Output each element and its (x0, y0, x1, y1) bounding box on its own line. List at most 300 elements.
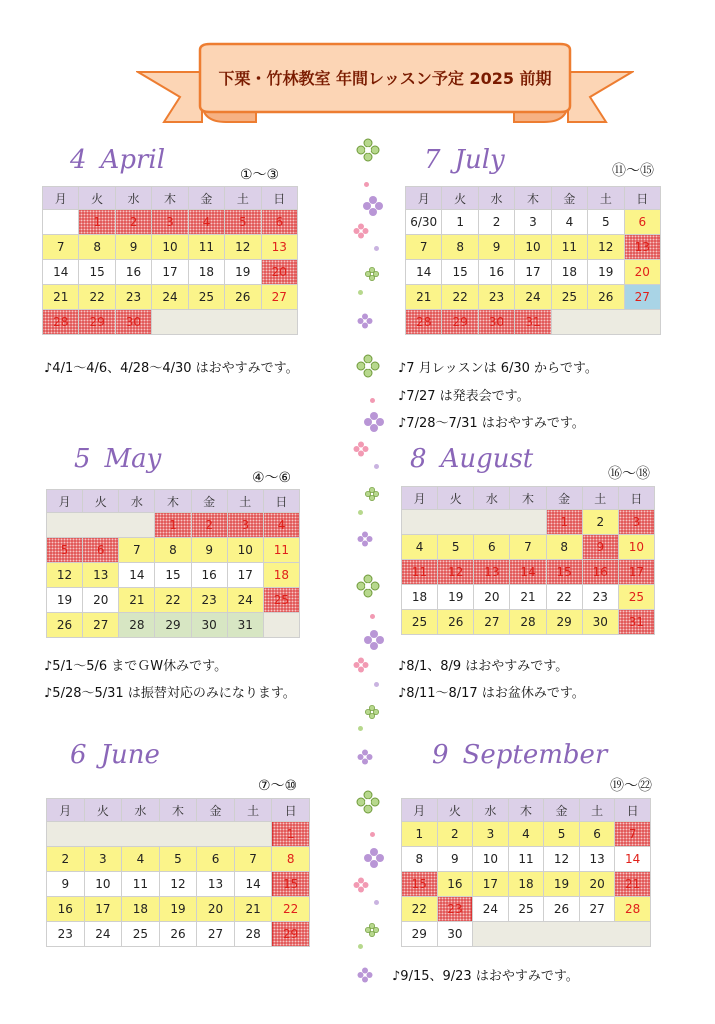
day-cell: 14 (510, 560, 546, 585)
flower-icon (352, 222, 370, 240)
day-cell: 24 (152, 285, 188, 310)
flower-icon (356, 966, 374, 984)
day-cell: 29 (546, 610, 582, 635)
day-cell: 22 (402, 897, 438, 922)
day-cell: 6 (83, 538, 119, 563)
calendar-september (401, 798, 651, 947)
day-cell: 28 (119, 613, 155, 638)
day-cell: 23 (191, 588, 227, 613)
day-cell: 16 (582, 560, 618, 585)
dot-decoration (370, 832, 375, 837)
day-cell: 2 (437, 822, 473, 847)
day-cell: 18 (122, 897, 160, 922)
note-july-1: ♪7 月レッスンは 6/30 からです。 (398, 361, 598, 376)
day-cell: 17 (473, 872, 509, 897)
flower-icon (356, 574, 380, 598)
day-cell: 26 (47, 613, 83, 638)
day-cell: 3 (515, 210, 551, 235)
day-cell: 28 (510, 610, 546, 635)
month-title-july: 7 July (424, 145, 505, 175)
day-cell: 3 (84, 847, 122, 872)
day-cell: 26 (588, 285, 624, 310)
note-april-1: ♪4/1～4/6、4/28～4/30 はおやすみです。 (44, 361, 299, 376)
week-row (402, 897, 651, 922)
day-cell: 5 (544, 822, 580, 847)
week-row (402, 872, 651, 897)
weekday-header: 金 (188, 187, 224, 210)
day-cell: 6 (474, 535, 510, 560)
day-cell: 6 (261, 210, 297, 235)
week-row (43, 235, 298, 260)
weekday-header: 木 (155, 490, 191, 513)
flower-icon (356, 790, 380, 814)
day-cell: 9 (582, 535, 618, 560)
week-row (402, 922, 651, 947)
day-cell: 1 (546, 510, 582, 535)
day-cell: 21 (406, 285, 442, 310)
day-cell: 18 (188, 260, 224, 285)
day-cell: 19 (544, 872, 580, 897)
day-cell: 21 (615, 872, 651, 897)
week-row (43, 310, 298, 335)
day-cell: 14 (615, 847, 651, 872)
day-cell: 8 (272, 847, 310, 872)
day-cell: 26 (544, 897, 580, 922)
weekday-header: 火 (437, 799, 473, 822)
day-cell: 17 (227, 563, 263, 588)
day-cell: 29 (272, 922, 310, 947)
day-cell: 15 (155, 563, 191, 588)
day-cell: 12 (225, 235, 261, 260)
flower-icon (364, 266, 380, 282)
note-july-2: ♪7/27 は発表会です。 (398, 389, 530, 404)
weekday-header: 日 (261, 187, 297, 210)
empty-cell (47, 513, 155, 538)
day-cell: 4 (508, 822, 544, 847)
day-cell: 18 (402, 585, 438, 610)
dot-decoration (358, 944, 363, 949)
weekday-header-row (47, 490, 300, 513)
dot-decoration (374, 464, 379, 469)
day-cell: 5 (159, 847, 197, 872)
week-row (43, 210, 298, 235)
day-cell: 14 (119, 563, 155, 588)
week-row (47, 822, 310, 847)
day-cell: 4 (188, 210, 224, 235)
dot-decoration (370, 614, 375, 619)
day-cell: 1 (402, 822, 438, 847)
weekday-header: 水 (115, 187, 151, 210)
day-cell: 10 (515, 235, 551, 260)
flower-icon (362, 410, 386, 434)
day-cell: 22 (155, 588, 191, 613)
lesson-range-september: ⑲～㉒ (610, 778, 652, 794)
day-cell: 13 (579, 847, 615, 872)
day-cell: 12 (47, 563, 83, 588)
weekday-header: 水 (122, 799, 160, 822)
week-row (402, 585, 655, 610)
lesson-range-june: ⑦～⑩ (258, 778, 298, 794)
day-cell: 29 (155, 613, 191, 638)
day-cell: 22 (272, 897, 310, 922)
day-cell: 12 (438, 560, 474, 585)
day-cell: 16 (478, 260, 514, 285)
day-cell: 13 (474, 560, 510, 585)
weekday-header: 木 (510, 487, 546, 510)
day-cell: 6/30 (406, 210, 442, 235)
weekday-header: 火 (442, 187, 478, 210)
day-cell: 1 (155, 513, 191, 538)
day-cell: 8 (402, 847, 438, 872)
flower-icon (362, 628, 386, 652)
week-row (406, 285, 661, 310)
weekday-header: 火 (83, 490, 119, 513)
day-cell: 3 (227, 513, 263, 538)
weekday-header: 金 (544, 799, 580, 822)
day-cell: 23 (478, 285, 514, 310)
week-row (47, 922, 310, 947)
weekday-header: 日 (263, 490, 299, 513)
weekday-header: 水 (478, 187, 514, 210)
dot-decoration (358, 510, 363, 515)
lesson-range-august: ⑯～⑱ (608, 466, 650, 482)
day-cell: 13 (197, 872, 235, 897)
day-cell: 20 (261, 260, 297, 285)
day-cell: 27 (261, 285, 297, 310)
day-cell: 18 (263, 563, 299, 588)
day-cell: 20 (624, 260, 660, 285)
weekday-header: 月 (47, 799, 85, 822)
dot-decoration (374, 246, 379, 251)
day-cell: 31 (618, 610, 654, 635)
day-cell: 8 (155, 538, 191, 563)
day-cell: 1 (79, 210, 115, 235)
week-row (402, 560, 655, 585)
week-row (47, 872, 310, 897)
flower-icon (352, 656, 370, 674)
day-cell: 4 (263, 513, 299, 538)
day-cell: 7 (406, 235, 442, 260)
day-cell: 17 (515, 260, 551, 285)
day-cell: 23 (115, 285, 151, 310)
month-title-april: 4 April (70, 145, 166, 175)
day-cell: 30 (437, 922, 473, 947)
note-september-1: ♪9/15、9/23 はおやすみです。 (392, 969, 579, 984)
day-cell: 25 (618, 585, 654, 610)
day-cell: 19 (438, 585, 474, 610)
weekday-header: 土 (227, 490, 263, 513)
lesson-range-april: ①～③ (240, 167, 280, 183)
empty-cell (47, 822, 272, 847)
day-cell: 15 (442, 260, 478, 285)
day-cell: 14 (43, 260, 79, 285)
day-cell: 17 (152, 260, 188, 285)
day-cell: 9 (47, 872, 85, 897)
day-cell: 15 (79, 260, 115, 285)
day-cell: 15 (272, 872, 310, 897)
page-title: 下栗・竹林教室 年間レッスン予定 2025 前期 (218, 68, 552, 88)
day-cell: 10 (84, 872, 122, 897)
day-cell: 19 (159, 897, 197, 922)
weekday-header: 月 (47, 490, 83, 513)
week-row (402, 510, 655, 535)
week-row (406, 210, 661, 235)
day-cell: 11 (263, 538, 299, 563)
day-cell: 9 (115, 235, 151, 260)
day-cell: 1 (442, 210, 478, 235)
weekday-header: 月 (406, 187, 442, 210)
calendar-august (401, 486, 655, 635)
weekday-header: 日 (618, 487, 654, 510)
day-cell: 6 (197, 847, 235, 872)
day-cell: 30 (191, 613, 227, 638)
week-row (47, 613, 300, 638)
day-cell: 11 (508, 847, 544, 872)
day-cell: 8 (546, 535, 582, 560)
day-cell: 9 (191, 538, 227, 563)
note-august-2: ♪8/11～8/17 はお盆休みです。 (398, 686, 585, 701)
day-cell: 21 (43, 285, 79, 310)
note-august-1: ♪8/1、8/9 はおやすみです。 (398, 659, 569, 674)
day-cell: 5 (588, 210, 624, 235)
day-cell: 5 (225, 210, 261, 235)
day-cell: 15 (402, 872, 438, 897)
day-cell: 6 (579, 822, 615, 847)
day-cell: 24 (473, 897, 509, 922)
week-row (406, 310, 661, 335)
note-may-2: ♪5/28～5/31 は振替対応のみになります。 (44, 686, 296, 701)
week-row (402, 822, 651, 847)
day-cell: 11 (551, 235, 587, 260)
weekday-header: 木 (508, 799, 544, 822)
weekday-header-row (402, 487, 655, 510)
day-cell: 27 (624, 285, 660, 310)
day-cell: 16 (47, 897, 85, 922)
day-cell: 25 (508, 897, 544, 922)
day-cell: 11 (402, 560, 438, 585)
day-cell: 14 (406, 260, 442, 285)
day-cell: 13 (624, 235, 660, 260)
day-cell: 29 (79, 310, 115, 335)
day-cell: 26 (159, 922, 197, 947)
weekday-header: 金 (546, 487, 582, 510)
day-cell: 3 (473, 822, 509, 847)
week-row (47, 513, 300, 538)
day-cell: 2 (478, 210, 514, 235)
day-cell: 17 (84, 897, 122, 922)
day-cell: 23 (437, 897, 473, 922)
day-cell: 2 (191, 513, 227, 538)
flower-icon (362, 846, 386, 870)
flower-icon (361, 194, 385, 218)
day-cell: 27 (83, 613, 119, 638)
weekday-header: 金 (197, 799, 235, 822)
day-cell: 20 (579, 872, 615, 897)
day-cell: 21 (510, 585, 546, 610)
day-cell: 11 (188, 235, 224, 260)
flower-icon (364, 922, 380, 938)
day-cell: 18 (508, 872, 544, 897)
week-row (43, 285, 298, 310)
day-cell: 24 (84, 922, 122, 947)
calendar-april (42, 186, 298, 335)
empty-cell (473, 922, 651, 947)
dot-decoration (358, 290, 363, 295)
day-cell: 21 (119, 588, 155, 613)
day-cell: 25 (263, 588, 299, 613)
week-row (47, 588, 300, 613)
calendar-june (46, 798, 310, 947)
day-cell: 8 (79, 235, 115, 260)
day-cell: 24 (515, 285, 551, 310)
day-cell: 26 (438, 610, 474, 635)
weekday-header: 月 (402, 799, 438, 822)
day-cell: 10 (227, 538, 263, 563)
day-cell: 25 (402, 610, 438, 635)
day-cell: 20 (83, 588, 119, 613)
day-cell: 3 (618, 510, 654, 535)
day-cell: 7 (119, 538, 155, 563)
weekday-header: 水 (119, 490, 155, 513)
flower-icon (352, 440, 370, 458)
day-cell: 16 (437, 872, 473, 897)
flower-icon (364, 704, 380, 720)
week-row (47, 847, 310, 872)
day-cell: 30 (478, 310, 514, 335)
day-cell: 25 (188, 285, 224, 310)
day-cell: 17 (618, 560, 654, 585)
weekday-header: 土 (582, 487, 618, 510)
day-cell: 30 (115, 310, 151, 335)
day-cell: 16 (191, 563, 227, 588)
flower-icon (356, 312, 374, 330)
day-cell: 5 (47, 538, 83, 563)
dot-decoration (358, 726, 363, 731)
day-cell: 9 (437, 847, 473, 872)
dot-decoration (374, 900, 379, 905)
flower-icon (356, 354, 380, 378)
weekday-header: 水 (474, 487, 510, 510)
day-cell: 22 (546, 585, 582, 610)
day-cell: 4 (551, 210, 587, 235)
day-cell: 10 (618, 535, 654, 560)
weekday-header: 土 (234, 799, 272, 822)
week-row (47, 563, 300, 588)
day-cell: 28 (234, 922, 272, 947)
week-row (402, 847, 651, 872)
day-cell: 7 (43, 235, 79, 260)
day-cell: 28 (406, 310, 442, 335)
flower-icon (356, 748, 374, 766)
week-row (47, 538, 300, 563)
day-cell: 25 (122, 922, 160, 947)
dot-decoration (374, 682, 379, 687)
empty-cell (551, 310, 660, 335)
day-cell: 4 (122, 847, 160, 872)
day-cell: 12 (544, 847, 580, 872)
note-may-1: ♪5/1～5/6 までＧW休みです。 (44, 659, 228, 674)
day-cell: 2 (115, 210, 151, 235)
day-cell: 19 (588, 260, 624, 285)
day-cell: 31 (227, 613, 263, 638)
day-cell: 18 (551, 260, 587, 285)
weekday-header: 木 (159, 799, 197, 822)
day-cell: 19 (47, 588, 83, 613)
flower-icon (356, 530, 374, 548)
day-cell: 19 (225, 260, 261, 285)
dot-decoration (364, 182, 369, 187)
month-title-june: 6 June (70, 740, 160, 770)
flower-icon (364, 486, 380, 502)
flower-icon (352, 876, 370, 894)
weekday-header: 金 (191, 490, 227, 513)
weekday-header-row (47, 799, 310, 822)
day-cell: 27 (579, 897, 615, 922)
day-cell: 29 (442, 310, 478, 335)
week-row (43, 260, 298, 285)
weekday-header: 土 (225, 187, 261, 210)
day-cell: 23 (582, 585, 618, 610)
day-cell: 13 (261, 235, 297, 260)
empty-cell (402, 510, 547, 535)
day-cell: 12 (588, 235, 624, 260)
week-row (406, 260, 661, 285)
month-title-may: 5 May (74, 444, 162, 474)
weekday-header: 木 (515, 187, 551, 210)
weekday-header: 火 (79, 187, 115, 210)
day-cell: 28 (43, 310, 79, 335)
lesson-range-july: ⑪～⑮ (612, 163, 654, 179)
empty-cell (263, 613, 299, 638)
day-cell: 27 (474, 610, 510, 635)
weekday-header: 金 (551, 187, 587, 210)
day-cell: 20 (474, 585, 510, 610)
day-cell: 11 (122, 872, 160, 897)
month-title-august: 8 August (410, 444, 534, 474)
empty-cell (152, 310, 298, 335)
day-cell: 7 (615, 822, 651, 847)
day-cell: 23 (47, 922, 85, 947)
day-cell: 8 (442, 235, 478, 260)
calendar-july (405, 186, 661, 335)
day-cell: 21 (234, 897, 272, 922)
day-cell: 10 (473, 847, 509, 872)
weekday-header: 月 (402, 487, 438, 510)
day-cell: 27 (197, 922, 235, 947)
day-cell: 28 (615, 897, 651, 922)
day-cell: 9 (478, 235, 514, 260)
day-cell: 31 (515, 310, 551, 335)
note-july-3: ♪7/28～7/31 はおやすみです。 (398, 416, 585, 431)
weekday-header: 火 (84, 799, 122, 822)
week-row (47, 897, 310, 922)
day-cell: 7 (510, 535, 546, 560)
day-cell: 15 (546, 560, 582, 585)
weekday-header: 火 (438, 487, 474, 510)
day-cell: 26 (225, 285, 261, 310)
weekday-header: 日 (624, 187, 660, 210)
day-cell: 25 (551, 285, 587, 310)
weekday-header: 日 (272, 799, 310, 822)
lesson-range-may: ④～⑥ (252, 470, 292, 486)
day-cell: 2 (582, 510, 618, 535)
day-cell: 7 (234, 847, 272, 872)
day-cell: 3 (152, 210, 188, 235)
day-cell: 16 (115, 260, 151, 285)
day-cell: 20 (197, 897, 235, 922)
day-cell: 22 (79, 285, 115, 310)
weekday-header: 土 (579, 799, 615, 822)
